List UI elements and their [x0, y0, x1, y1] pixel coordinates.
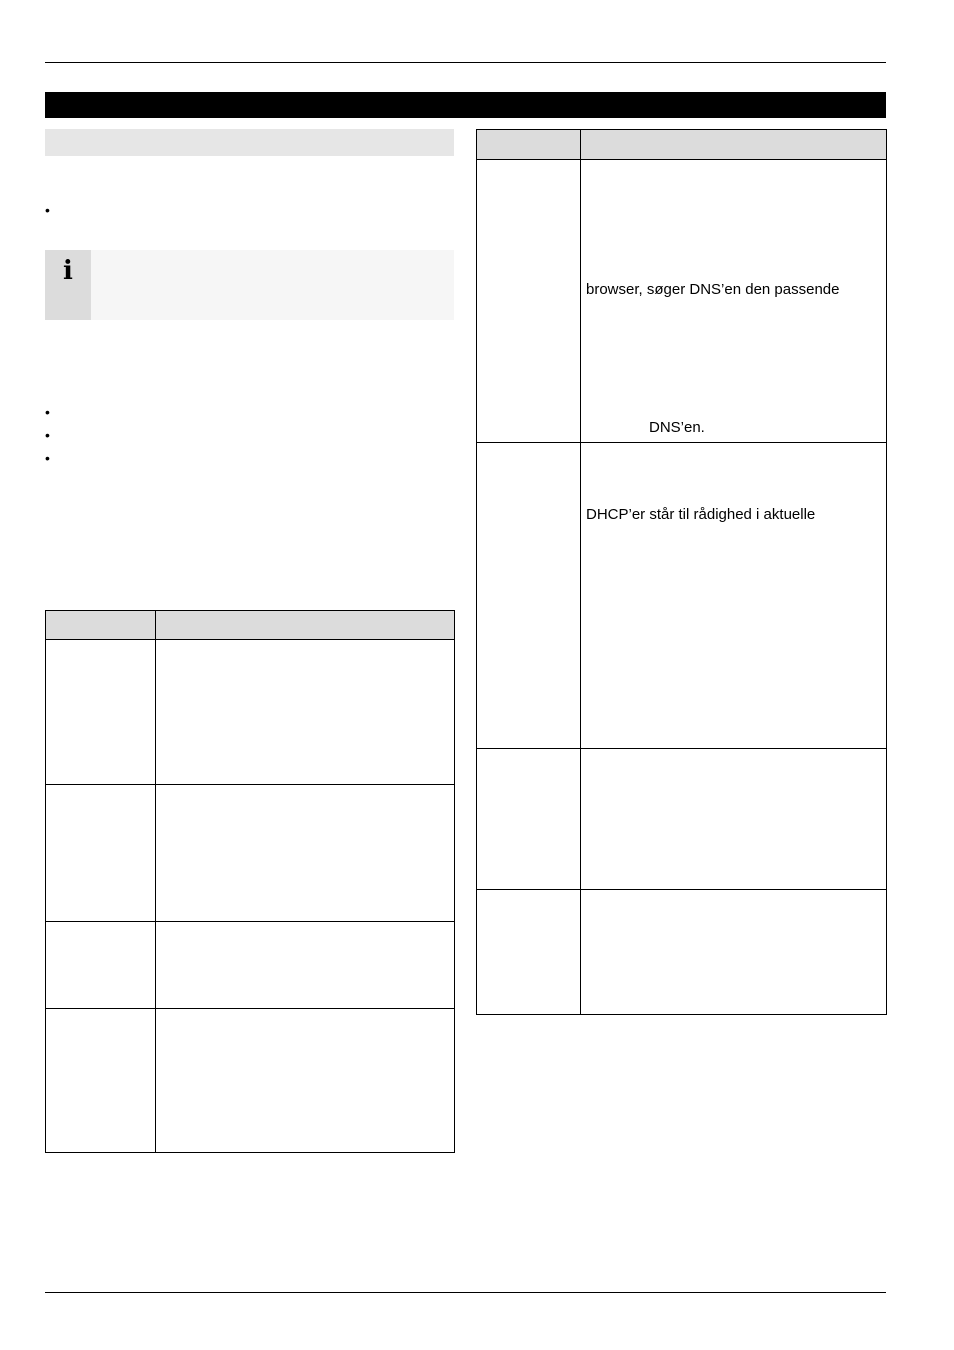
term-cell	[46, 785, 156, 922]
header-rule	[45, 62, 886, 63]
header-cell	[156, 611, 455, 640]
table-header-row	[477, 130, 887, 160]
right-table	[476, 129, 887, 1015]
table-header-row	[46, 611, 455, 640]
table-row	[477, 443, 887, 749]
list-bullet: •	[45, 450, 50, 466]
header-cell	[46, 611, 156, 640]
description-cell	[581, 160, 887, 443]
section-heading-bar	[45, 129, 454, 156]
description-cell	[581, 890, 887, 1015]
table-row	[46, 785, 455, 922]
term-cell	[477, 749, 581, 890]
chapter-heading-bar	[45, 92, 886, 118]
term-cell	[477, 443, 581, 749]
term-cell	[46, 640, 156, 785]
list-bullet: •	[45, 404, 50, 420]
description-cell	[156, 640, 455, 785]
info-note-icon-box	[45, 250, 91, 320]
term-cell	[477, 160, 581, 443]
dns-row-text-line: browser, søger DNS’en den passende	[586, 281, 840, 298]
description-cell	[156, 1009, 455, 1153]
dhcp-row-text-line: DHCP’er står til rådighed i aktuelle	[586, 506, 816, 523]
info-note-body	[91, 250, 454, 320]
description-cell	[156, 922, 455, 1009]
term-cell	[477, 890, 581, 1015]
table-row	[477, 890, 887, 1015]
header-cell	[581, 130, 887, 160]
table-row	[46, 640, 455, 785]
intro-bullet: •	[45, 202, 50, 218]
description-cell	[156, 785, 455, 922]
header-cell	[477, 130, 581, 160]
table-row	[477, 160, 887, 443]
term-cell	[46, 922, 156, 1009]
description-cell	[581, 443, 887, 749]
footer-rule	[45, 1292, 886, 1293]
dns-row-text-line: DNS’en.	[649, 419, 705, 436]
description-cell	[581, 749, 887, 890]
left-table	[45, 610, 455, 1153]
term-cell	[46, 1009, 156, 1153]
table-row	[46, 1009, 455, 1153]
table-row	[46, 922, 455, 1009]
table-row	[477, 749, 887, 890]
list-bullet: •	[45, 427, 50, 443]
info-icon: i	[63, 256, 73, 286]
